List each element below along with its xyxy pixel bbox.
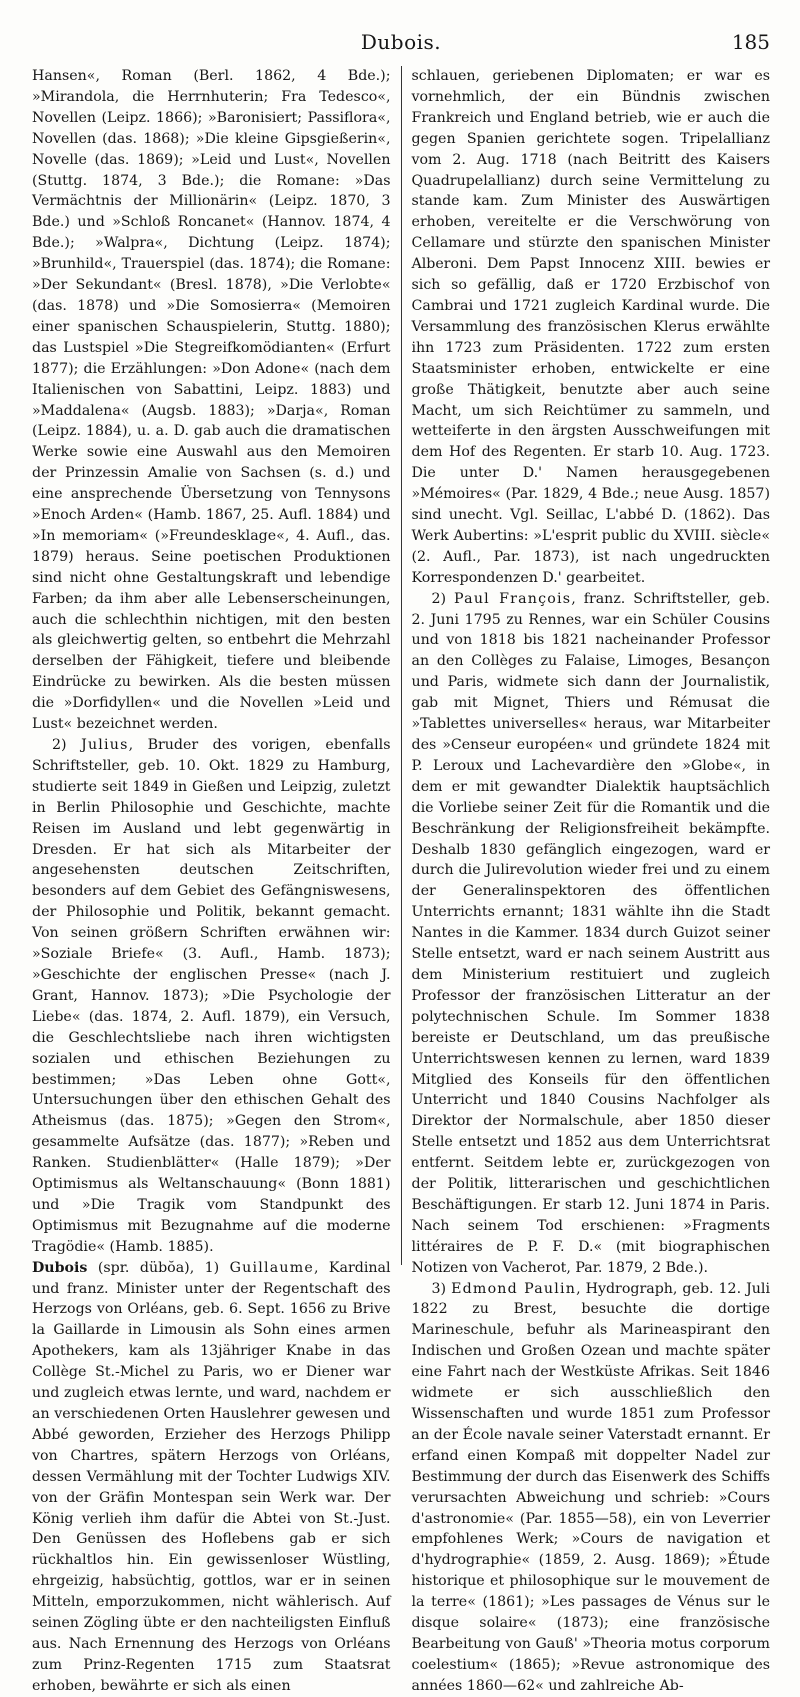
- entry-number: 2): [431, 590, 455, 607]
- entry-text: , Bruder des vorigen, ebenfalls Schriftsteller, geb. 10. Okt. 1829 zu Hamburg, studierte seit 1849 in Gießen und Leipzig, zuletzt in Berlin Philosophie und Geschichte, machte Reisen im Ausland und lebt gegenwärtig in Dresden. Er hat sich als Mitarbeiter der angesehensten deutschen Zeitschriften, besonders auf dem Gebiet des Gefängniswesens, der Philosophie und Politik, bekannt gemacht. Von seinen größern Schriften erwähnen wir: »Soziale Briefe« (3. Aufl., Hamb. 1873); »Geschichte der englischen Presse« (nach J. Grant, Hannov. 1873); »Die Psychologie der Liebe« (das. 1874, 2. Aufl. 1879), ein Versuch, die Geschlechtsliebe nach ihren wichtigsten sozialen und ethischen Beziehungen zu bestimmen; »Das Leben ohne Gott«, Untersuchungen über den ethischen Gehalt des Atheismus (das. 1875); »Gegen den Strom«, gesammelte Aufsätze (das. 1877); »Reben und Ranken. Studienblätter« (Halle 1879); »Der Optimismus als Weltanschauung« (Bonn 1881) und »Die Tragik vom Standpunkt des Optimismus mit Bezugnahme auf die moderne Tragödie« (Hamb. 1885).: [32, 737, 391, 1255]
- entry-text: , Kardinal und franz. Minister unter der Regentschaft des Herzogs von Orléans, geb. 6. Sept. 1656 zu Brive la Gaillarde in Limousin als Sohn eines armen Apothekers, kam als 13jähriger Knabe in das Collège St.-Michel zu Paris, wo er Diener war und zugleich etwas lernte, und ward, nachdem er an verschiedenen Orten Hauslehrer gewesen und Abbé geworden, Erzieher des Herzogs Philipp von Chartres, spätern Herzogs von Orléans, dessen Vermählung mit der Tochter Ludwigs XIV. von der Gräfin Montespan sein Werk war. Der König verlieh ihm dafür die Abtei von St.-Just. Den Genüssen des Hoflebens gab er sich rückhaltlos hin. Ein gewissenloser Wüstling, ehrgeizig, habsüchtig, gottlos, war er in seinen Mitteln, emporzukommen, nicht wählerisch. Auf seinen Zögling übte er den nachteiligsten Einfluß aus. Nach Ernennung des Herzogs von Orléans zum Prinz-Regenten 1715 zum Staatsrat erhoben, bewährte er sich als einen: [32, 1259, 391, 1694]
- entry-text: , franz. Schriftsteller, geb. 2. Juni 1795 zu Rennes, war ein Schüler Cousins und von 1818 bis 1821 nacheinander Professor an den Collèges zu Falaise, Limoges, Besançon und Paris, widmete sich dann der Journalistik, gab mit Mignet, Thiers und Rémusat die »Tablettes universelles« heraus, war Mitarbeiter des »Censeur européen« und gründete 1824 mit P. Leroux und Lachevardière den »Globe«, in dem er mit gewandter Dialektik hauptsächlich die Vorliebe seiner Zeit für die Romantik und die Beschränkung der Religionsfreiheit bekämpfte. Deshalb 1830 gefänglich eingezogen, ward er durch die Julirevolution wieder frei und zu einem der Generalinspektoren des öffentlichen Unterrichts ernannt; 1831 wählte ihn die Stadt Nantes in die Kammer. 1834 durch Guizot seiner Stelle entsetzt, ward er nach seinem Austritt aus dem Ministerium restituiert und zugleich Professor der französischen Litteratur an der polytechnischen Schule. Im Sommer 1838 bereiste er Deutschland, um das preußische Unterrichtswesen kennen zu lernen, ward 1839 Mitglied des Konseils für den öffentlichen Unterricht und 1840 Cousins Nachfolger als Direktor der Normalschule, aber 1850 dieser Stelle entsetzt und 1852 aus dem Unterrichtsrat entfernt. Seitdem lebte er, zurückgezogen von der Politik, litterarischen und geschichtlichen Beschäftigungen. Er starb 12. Juni 1874 in Paris. Nach seinem Tod erschienen: »Fragments littéraires de P. F. D.« (mit biographischen Notizen von Vacherot, Par. 1879, 2 Bde.).: [411, 590, 770, 1276]
- headword: Dubois: [32, 1259, 88, 1276]
- pronunciation: (spr. dübŏa), 1): [87, 1259, 230, 1276]
- entry-name: Edmond Paulin: [451, 1280, 577, 1297]
- entry-hansen-continuation: Hansen«, Roman (Berl. 1862, 4 Bde.); »Mirandola, die Herrnhuterin; Fra Tedesco«, Novellen (Leipz. 1866); »Baronisiert; Passiflora«, Novellen (das. 1868); »Die kleine Gipsgießerin«, Novelle (das. 1869); »Leid und Lust«, Novellen (Stuttg. 1874, 3 Bde.); die Romane: »Das Vermächtnis der Millionärin« (Leipz. 1870, 3 Bde.) und »Schloß Roncanet« (Hannov. 1874, 4 Bde.); »Walpra«, Dichtung (Leipz. 1874); »Brunhild«, Trauerspiel (das. 1874); die Romane: »Der Sekundant« (Bresl. 1878), »Die Verlobte« (das. 1878) und »Die Somosierra« (Memoiren einer spanischen Schauspielerin, Stuttg. 1880); das Lustspiel »Die Stegreifkomödianten« (Erfurt 1877); die Erzählungen: »Don Adone« (nach dem Italienischen von Sabattini, Leipz. 1883) und »Maddalena« (Augsb. 1883); »Darja«, Roman (Leipz. 1884), u. a. D. gab auch die dramatischen Werke sowie eine Auswahl aus den Memoiren der Prinzessin Amalie von Sachsen (s. d.) und eine ansprechende Übersetzung von Tennysons »Enoch Arden« (Hamb. 1867, 25. Aufl. 1884) und »In memoriam« (»Freundesklage«, 4. Aufl., das. 1879) heraus. Seine poetischen Produktionen sind nicht ohne Gestaltungskraft und lebendige Farben; da ihm aber alle Lebenserscheinungen, auch die schlechthin nichtigen, mit den besten als gleichwertig gelten, so entbehrt die Mehrzahl derselben der Fähigkeit, tiefere und bleibende Eindrücke zu bewirken. Als die besten müssen die »Dorfidyllen« und die Novellen »Leid und Lust« bezeichnet werden.: [32, 68, 391, 733]
- entry-guillaume-continuation: schlauen, geriebenen Diplomaten; er war es vornehmlich, der ein Bündnis zwischen Frankreich und England betrieb, wie er auch die gegen Spanien gerichtete sogen. Tripelallianz vom 2. Aug. 1718 (nach Beitritt des Kaisers Quadrupelallianz) durch seine Vermittelung zu stande kam. Zum Minister des Auswärtigen erhoben, vereitelte er die Verschwörung von Cellamare und stürzte den spanischen Minister Alberoni. Dem Papst Innocenz XIII. bewies er sich so gefällig, daß er 1720 Erzbischof von Cambrai und 1721 zugleich Kardinal wurde. Die Versammlung des französischen Klerus erwählte ihn 1723 zum Präsidenten. 1722 zum ersten Staatsminister erhoben, entwickelte er eine große Thätigkeit, benutzte aber auch seine Macht, um sich Reichtümer zu sammeln, und wetteiferte in den ärgsten Ausschweifungen mit dem Hof des Regenten. Er starb 10. Aug. 1723. Die unter D.' Namen herausgegebenen »Mémoires« (Par. 1829, 4 Bde.; neue Ausg. 1857) sind unecht. Vgl. Seillac, L'abbé D. (1862). Das Werk Aubertins: »L'esprit public du XVIII. siècle« (2. Aufl., Par. 1873), ist nach ungedruckten Korrespondenzen D.' gearbeitet.: [411, 68, 770, 586]
- entry-paul-francois: [412, 589, 771, 1279]
- text-columns: [32, 66, 770, 1694]
- entry-julius: [32, 735, 391, 1258]
- entry-name: Paul François: [454, 590, 572, 607]
- left-column: [32, 66, 402, 1694]
- running-title: Dubois.: [360, 30, 442, 54]
- entry-number: 2): [52, 737, 82, 753]
- entry-number: 3): [431, 1280, 452, 1297]
- entry-name: Julius: [81, 737, 129, 753]
- entry-dubois-guillaume: [32, 1258, 391, 1697]
- running-header: [32, 30, 770, 60]
- entry-text: , Hydrograph, geb. 12. Juli 1822 zu Brest, besuchte die dortige Marineschule, befuhr als Marineaspirant den Indischen und Großen Ozean und machte später eine Fahrt nach der Westküste Afrikas. Seit 1846 widmete er sich ausschließlich den Wissenschaften und wurde 1851 zum Professor an der École navale seiner Vaterstadt ernannt. Er erfand einen Kompaß mit doppelter Nadel zur Bestimmung der durch das Eisenwerk des Schiffs verursachten Abweichung und schrieb: »Cours d'astronomie« (Par. 1855—58), ein von Leverrier empfohlenes Werk; »Cours de navigation et d'hydrographie« (1859, 2. Ausg. 1869); »Étude historique et philosophique sur le mouvement de la terre« (1861); »Les passages de Vénus sur le disque solaire« (1873); eine französische Bearbeitung von Gauß' »Theoria motus corporum coelestium« (1865); »Revue astronomique des années 1860—62« und zahlreiche Ab-: [411, 1280, 770, 1694]
- page-number: 185: [731, 30, 770, 54]
- entry-name: Guillaume: [229, 1259, 314, 1276]
- right-column: [402, 66, 771, 1694]
- entry-edmond-paulin: [412, 1279, 771, 1697]
